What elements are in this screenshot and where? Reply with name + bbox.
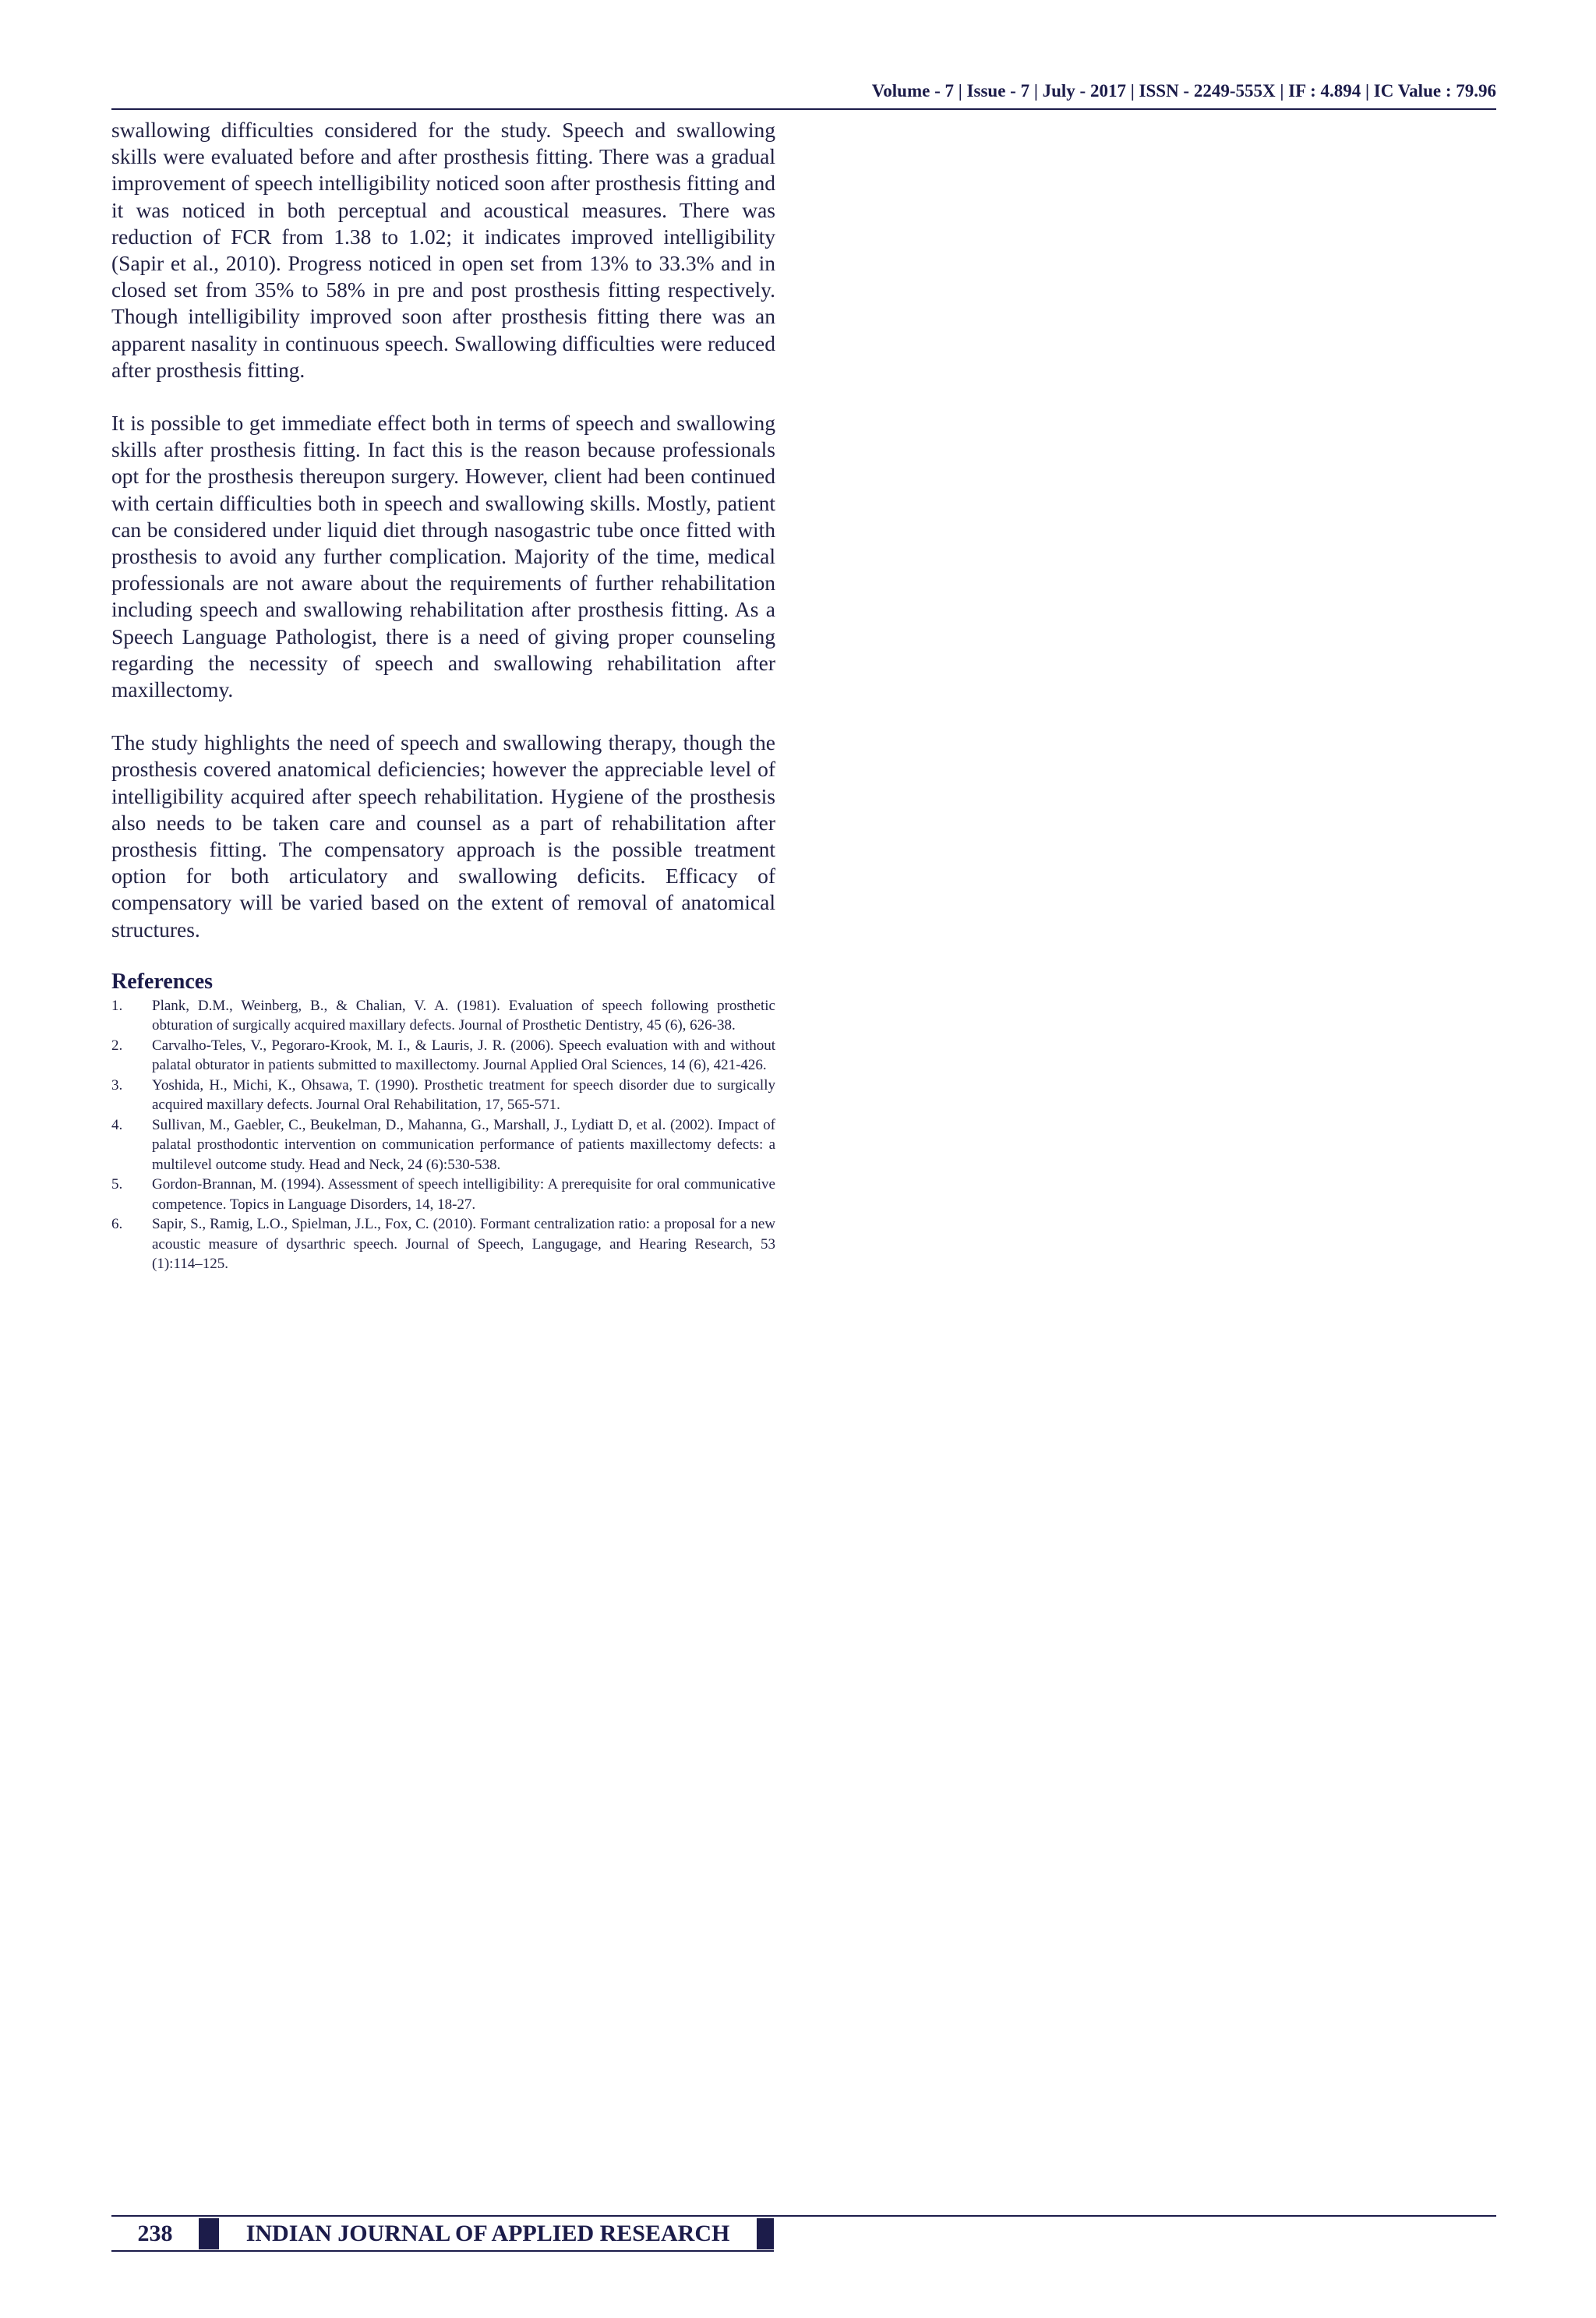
reference-text: Sapir, S., Ramig, L.O., Spielman, J.L., Fox, C. (2010). Formant centralization ratio: a proposal for a new acoustic measure of dysarthric speech. Journal of Speech, Langugage, and Hearing Research, 53 (1):114–125.: [152, 1216, 775, 1273]
page-number: 238: [137, 2221, 173, 2246]
body-paragraph-3: The study highlights the need of speech and swallowing therapy, though the prosthesis covered anatomical deficiencies; however the appreciable level of intelligibility acquired after speech rehabilitation. Hygiene of the prosthesis also needs to be taken care and counsel as a part of rehabilitation after prosthesis fitting. The compensatory approach is the possible treatment option for both articulatory and swallowing deficits. Efficacy of compensatory will be varied based on the extent of removal of anatomical structures.: [111, 730, 775, 942]
reference-number: 4.: [111, 1116, 123, 1133]
body-paragraph-2: It is possible to get immediate effect both in terms of speech and swallowing skills after prosthesis fitting. In fact this is the reason because professionals opt for the prosthesis thereupon surgery. However, client had been continued with certain difficulties both in speech and swallowing skills. Mostly, patient can be considered under liquid diet through nasogastric tube once fitted with prosthesis to avoid any further complication. Majority of the time, medical professionals are not aware about the requirements of further rehabilitation including speech and swallowing rehabilitation after prosthesis fitting. As a Speech Language Pathologist, there is a need of giving proper counseling regarding the necessity of speech and swallowing rehabilitation after maxillectomy.: [111, 411, 775, 702]
reference-text: Gordon-Brannan, M. (1994). Assessment of speech intelligibility: A prerequisite for oral communicative competence. Topics in Language Disorders, 14, 18-27.: [152, 1176, 775, 1213]
article-column: [111, 117, 775, 1274]
reference-item: [111, 1076, 775, 1115]
body-paragraph-1: swallowing difficulties considered for the study. Speech and swallowing skills were evaluated before and after prosthesis fitting. There was a gradual improvement of speech intelligibility noticed soon after prosthesis fitting and it was noticed in both perceptual and acoustical measures. There was reduction of FCR from 1.38 to 1.02; it indicates improved intelligibility (Sapir et al., 2010). Progress noticed in open set from 13% to 33.3% and in closed set from 35% to 58% in pre and post prosthesis fitting respectively. Though intelligibility improved soon after prosthesis fitting there was an apparent nasality in continuous speech. Swallowing difficulties were reduced after prosthesis fitting.: [111, 118, 775, 382]
reference-number: 2.: [111, 1037, 123, 1054]
reference-text: Yoshida, H., Michi, K., Ohsawa, T. (1990). Prosthetic treatment for speech disorder due to surgically acquired maxillary defects. Journal Oral Rehabilitation, 17, 565-571.: [152, 1076, 775, 1114]
references-heading: References: [111, 969, 214, 994]
footer-underline: [111, 2250, 774, 2252]
header-divider: [111, 108, 1496, 110]
journal-name-footer: INDIAN JOURNAL OF APPLIED RESEARCH: [245, 2221, 730, 2246]
reference-number: 1.: [111, 997, 123, 1014]
footer-divider: [111, 2215, 1496, 2217]
references-list: [111, 996, 775, 1274]
reference-number: 6.: [111, 1216, 123, 1233]
reference-item: [111, 1036, 775, 1076]
reference-text: Sullivan, M., Gaebler, C., Beukelman, D., Mahanna, G., Marshall, J., Lydiatt D, et al. (2002). Impact of palatal prosthodontic intervention on communication performance of patients maxillectomy defects: a multilevel outcome study. Head and Neck, 24 (6):530-538.: [152, 1116, 775, 1173]
reference-text: Plank, D.M., Weinberg, B., & Chalian, V. A. (1981). Evaluation of speech following prosthetic obturation of surgically acquired maxillary defects. Journal of Prosthetic Dentistry, 45 (6), 626-38.: [152, 997, 775, 1034]
reference-number: 5.: [111, 1176, 123, 1193]
reference-item: [111, 1115, 775, 1175]
footer-accent-bar-right: [757, 2218, 774, 2249]
reference-item: [111, 1175, 775, 1214]
footer-accent-bar-left: [199, 2218, 219, 2249]
reference-text: Carvalho-Teles, V., Pegoraro-Krook, M. I., & Lauris, J. R. (2006). Speech evaluation with and without palatal obturator in patients submitted to maxillectomy. Journal Applied Oral Sciences, 14 (6), 421-426.: [152, 1037, 775, 1074]
reference-number: 3.: [111, 1076, 123, 1094]
reference-item: [111, 1214, 775, 1274]
journal-issue-header: Volume - 7 | Issue - 7 | July - 2017 | ISSN - 2249-555X | IF : 4.894 | IC Value : 79.96: [871, 81, 1496, 101]
reference-item: [111, 996, 775, 1036]
